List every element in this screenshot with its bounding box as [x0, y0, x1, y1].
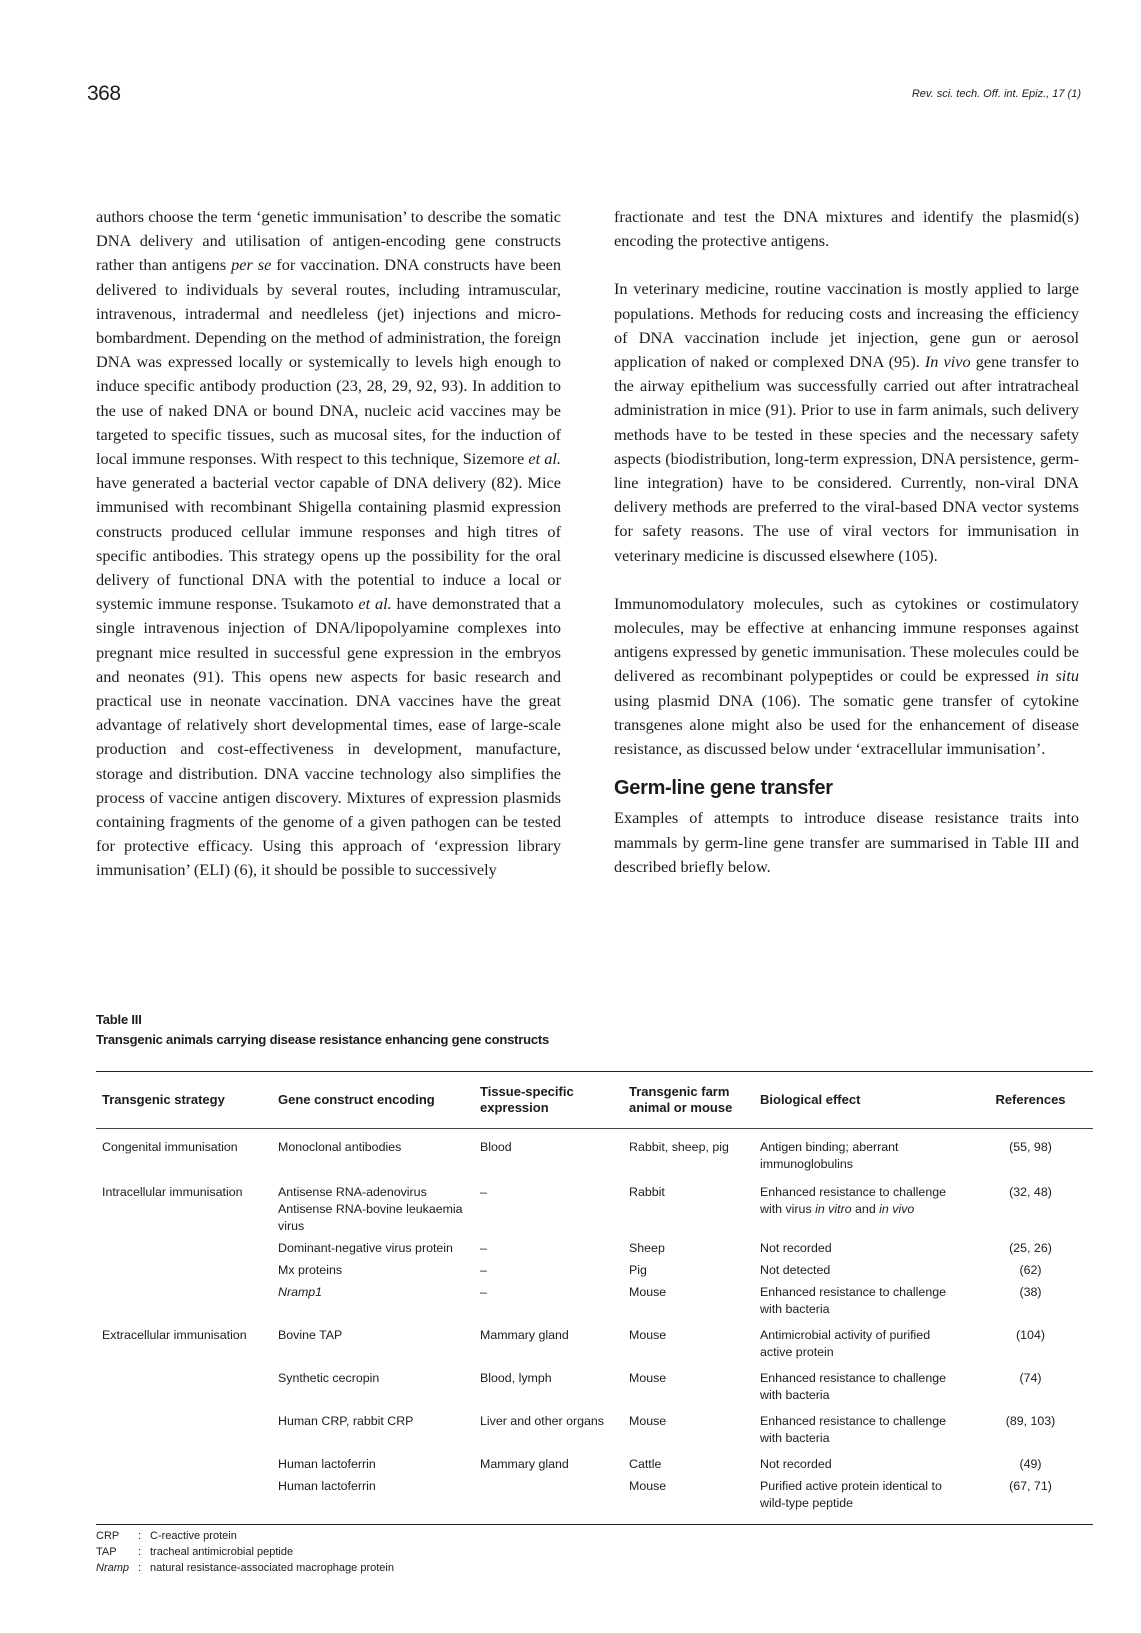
table-cell: Blood, lymph: [480, 1371, 552, 1385]
table-header-row: [96, 1072, 1093, 1128]
table-cell: Rabbit: [629, 1185, 665, 1199]
table-cell: [474, 1476, 623, 1524]
table-row: [96, 1238, 1093, 1260]
table-cell: Human CRP, rabbit CRP: [278, 1414, 414, 1428]
body-paragraph: [614, 277, 1079, 567]
table-cell: (62): [1019, 1263, 1042, 1277]
italic-text: In vivo: [924, 352, 971, 372]
table-cell: –: [480, 1185, 487, 1199]
table-cell: Mammary gland: [480, 1328, 569, 1342]
table-cell: –: [480, 1285, 487, 1299]
column-header: Transgenic farm animal or mouse: [629, 1084, 733, 1115]
page-number: 368: [87, 82, 121, 105]
table-cell: Enhanced resistance to challenge with bacteria: [760, 1414, 946, 1445]
table-row: [96, 1476, 1093, 1524]
table-footnotes: [96, 1528, 394, 1576]
text-run: using plasmid DNA (106). The somatic gene transfer of cytokine transgenes alone might also be used for the enhancement of disease resistance, as discussed below under ‘extracellular immunisation’.: [614, 690, 1079, 759]
table-cell: Monoclonal antibodies: [278, 1140, 402, 1154]
left-column: [96, 205, 561, 883]
body-paragraph: Examples of attempts to introduce disease resistance traits into mammals by germ-line gene transfer are summarised in Table III and described briefly below.: [614, 808, 1079, 876]
italic-text: in vitro: [815, 1202, 852, 1216]
text-run: In veterinary medicine, routine vaccination is mostly applied to large populations. Methods for reducing costs and increasing the efficiency of DNA vaccination include jet injection, gene gun or aerosol application of naked or complexed DNA (95).: [614, 279, 1079, 372]
column-header: Tissue-specific expression: [480, 1084, 574, 1115]
table-cell: [96, 1407, 272, 1450]
footnote-abbreviation: TAP: [96, 1546, 117, 1558]
italic-text: per se: [231, 255, 272, 275]
table-cell: Enhanced resistance to challenge with bacteria: [760, 1285, 946, 1316]
table-cell: [96, 1476, 272, 1524]
footnote: [96, 1544, 394, 1560]
table-cell: Intracellular immunisation: [102, 1185, 243, 1199]
table-row: [96, 1282, 1093, 1321]
table-cell: Not recorded: [760, 1241, 832, 1255]
body-paragraph: fractionate and test the DNA mixtures and identify the plasmid(s) encoding the protective antigens.: [614, 207, 1079, 251]
column-header: Gene construct encoding: [278, 1092, 435, 1107]
column-header: Transgenic strategy: [102, 1092, 225, 1107]
table-cell: Congenital immunisation: [102, 1140, 238, 1154]
table-cell: Extracellular immunisation: [102, 1328, 247, 1342]
table-cell: Synthetic cecropin: [278, 1371, 380, 1385]
table-cell: (89, 103): [1005, 1414, 1056, 1428]
table-cell: Human lactoferrin: [278, 1457, 376, 1471]
table-cell: Enhanced resistance to challenge with bacteria: [760, 1371, 946, 1402]
italic-text: et al.: [528, 449, 561, 469]
table-cell: [754, 1176, 968, 1238]
table-cell: Antigen binding; aberrant immunoglobulins: [760, 1140, 899, 1171]
table-cell: Mouse: [629, 1479, 667, 1493]
table-cell: Sheep: [629, 1241, 665, 1255]
table-cell: Cattle: [629, 1457, 662, 1471]
table-cell: –: [480, 1241, 487, 1255]
table-cell: [96, 1260, 272, 1282]
table-cell: Mouse: [629, 1285, 667, 1299]
text-run: Enhanced resistance to challenge with virus: [760, 1185, 946, 1216]
footnote-text: C-reactive protein: [150, 1530, 237, 1542]
table-cell: Blood: [480, 1140, 512, 1154]
footnote-separator: :: [138, 1546, 142, 1558]
table-cell: [96, 1238, 272, 1260]
table-row: [96, 1129, 1093, 1176]
table-cell: (55, 98): [1009, 1140, 1052, 1154]
footnote-text: tracheal antimicrobial peptide: [150, 1546, 294, 1558]
column-header: Biological effect: [760, 1092, 861, 1107]
table-row: [96, 1407, 1093, 1450]
footnote-abbreviation: CRP: [96, 1530, 120, 1542]
table-cell: Mouse: [629, 1414, 667, 1428]
data-table: [96, 1072, 1093, 1128]
table-cell: (67, 71): [1009, 1479, 1052, 1493]
table-row: [96, 1321, 1093, 1364]
footnote-separator: :: [138, 1562, 142, 1574]
table-row: [96, 1260, 1093, 1282]
text-run: Immunomodulatory molecules, such as cytokines or costimulatory molecules, may be effective at enhancing immune responses against antigens expressed by genetic immunisation. These molecules could be delivered as recombinant polypeptides or could be expressed: [614, 593, 1079, 686]
table-label: Table III: [96, 1012, 142, 1027]
table-cell: Mouse: [629, 1328, 667, 1342]
footnote-text: natural resistance-associated macrophage protein: [150, 1562, 394, 1574]
table-cell: (32, 48): [1009, 1185, 1052, 1199]
italic-text: in vivo: [879, 1202, 915, 1216]
text-run: for vaccination. DNA constructs have been delivered to individuals by several routes, including intramuscular, intravenous, intradermal and needleless (jet) injections and micro-bombardment. Depending on the method of administration, the foreign DNA was expressed locally or systemically to levels high enough to induce specific antibody production (23, 28, 29, 92, 93). In addition to the use of naked DNA or bound DNA, nucleic acid vaccines may be targeted to specific tissues, such as mucosal sites, for the induction of local immune responses. With respect to this technique, Sizemore: [96, 255, 561, 469]
table-cell: Bovine TAP: [278, 1328, 343, 1342]
text-run: have generated a bacterial vector capable of DNA delivery (82). Mice immunised with recombinant Shigella containing plasmid expression constructs produced cellular immune responses and high titres of specific antibodies. This strategy opens up the possibility for the oral delivery of functional DNA with the potential to induce a local or systemic immune response. Tsukamoto: [96, 473, 561, 614]
text-run: have demonstrated that a single intravenous injection of DNA/lipopolyamine complexes into pregnant mice resulted in successful gene expression in the embryos and neonates (91). This opens new aspects for basic research and practical use in neonate vaccination. DNA vaccines have the great advantage of relatively short developmental times, ease of large-scale production and cost-effectiveness in development, manufacture, storage and distribution. DNA vaccine technology also simplifies the process of vaccine antigen discovery. Mixtures of expression plasmids containing fragments of the genome of a given pathogen can be tested for protective efficacy. Using this approach of ‘expression library immunisation’ (ELI) (6), it should be possible to successively: [96, 594, 561, 880]
table-cell: Antisense RNA-adenovirus Antisense RNA-bovine leukaemia virus: [278, 1185, 463, 1233]
table-cell: Not recorded: [760, 1457, 832, 1471]
right-column: [614, 205, 1079, 879]
journal-citation: Rev. sci. tech. Off. int. Epiz., 17 (1): [911, 88, 1081, 100]
table-title: Transgenic animals carrying disease resistance enhancing gene constructs: [96, 1032, 550, 1047]
table-row: [96, 1176, 1093, 1238]
table-rule-bottom: [96, 1524, 1093, 1525]
table-cell: Antimicrobial activity of purified active protein: [760, 1328, 931, 1359]
table-cell: Rabbit, sheep, pig: [629, 1140, 729, 1154]
text-run: and: [851, 1202, 880, 1216]
body-paragraph: [614, 592, 1079, 761]
table-cell: Nramp1: [278, 1285, 323, 1299]
table-cell: Liver and other organs: [480, 1414, 604, 1428]
text-run: gene transfer to the airway epithelium was successfully carried out after intratracheal administration in mice (91). Prior to use in farm animals, such delivery methods have to be tested in these species and the necessary safety aspects (biodistribution, long-term expression, DNA persistence, germ-line integration) have to be considered. Currently, non-viral DNA delivery methods are preferred to the viral-based DNA vector systems for safety reasons. The use of viral vectors for immunisation in veterinary medicine is discussed elsewhere (105).: [614, 352, 1080, 565]
text-run: authors choose the term ‘genetic immunisation’ to describe the somatic DNA delivery and utilisation of antigen-encoding gene constructs rather than antigens: [96, 207, 561, 275]
italic-text: et al.: [358, 594, 392, 614]
table-cell: [96, 1282, 272, 1321]
table-cell: Mammary gland: [480, 1457, 569, 1471]
table-cell: Purified active protein identical to wild-type peptide: [760, 1479, 942, 1510]
italic-text: in situ: [1036, 666, 1079, 686]
footnote-separator: :: [138, 1530, 142, 1542]
table-cell: Mouse: [629, 1371, 667, 1385]
table-cell: (104): [1016, 1328, 1045, 1342]
table-caption: [96, 1010, 549, 1050]
table-cell: (25, 26): [1009, 1241, 1052, 1255]
table: [96, 1071, 1093, 1525]
table-cell: [96, 1364, 272, 1407]
table-cell: [96, 1450, 272, 1476]
data-table-body: [96, 1129, 1093, 1524]
table-row: [96, 1450, 1093, 1476]
table-cell: Mx proteins: [278, 1263, 343, 1277]
table-cell: –: [480, 1263, 487, 1277]
table-cell: (74): [1019, 1371, 1042, 1385]
table-cell: (49): [1019, 1457, 1042, 1471]
table-cell: (38): [1019, 1285, 1042, 1299]
footnote: [96, 1528, 394, 1544]
table-cell: Not detected: [760, 1263, 831, 1277]
table-cell: Pig: [629, 1263, 647, 1277]
section-heading: Germ-line gene transfer: [614, 777, 833, 800]
body-paragraph: [96, 205, 561, 883]
table-row: [96, 1364, 1093, 1407]
table-cell: Human lactoferrin: [278, 1479, 376, 1493]
footnote-abbreviation: Nramp: [96, 1562, 130, 1574]
column-header: References: [995, 1092, 1066, 1107]
table-cell: Dominant-negative virus protein: [278, 1241, 453, 1255]
footnote: [96, 1560, 394, 1576]
